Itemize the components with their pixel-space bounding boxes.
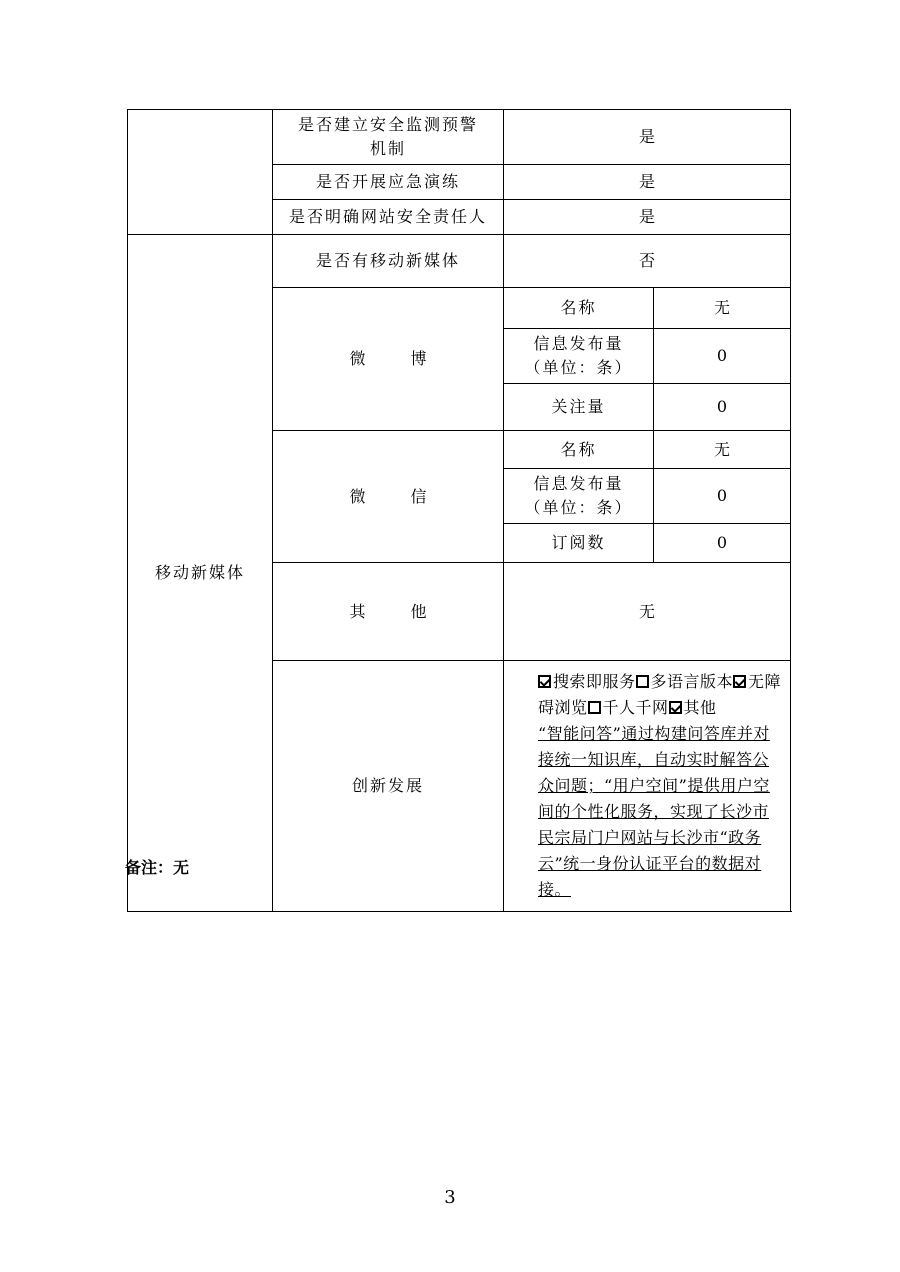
weibo-followers-label: 关注量	[504, 384, 654, 431]
other-label: 其 他	[273, 563, 504, 661]
option-personalized: 千人千网	[602, 698, 669, 717]
weibo-posts-label	[504, 329, 654, 384]
option-other: 其他	[683, 698, 717, 717]
other-value: 无	[504, 563, 791, 661]
innovation-section-label: 创新发展	[273, 661, 504, 912]
weibo-label: 微 博	[273, 288, 504, 431]
option-multilingual: 多语言版本	[650, 672, 734, 691]
wechat-subs-value: 0	[654, 524, 791, 563]
table-row	[128, 110, 791, 165]
monitoring-label	[273, 110, 504, 165]
weibo-posts-label-line2: （单位：条）	[524, 358, 633, 377]
wechat-name-value: 无	[654, 431, 791, 469]
wechat-subs-label: 订阅数	[504, 524, 654, 563]
checkbox-checked-icon[interactable]	[669, 701, 682, 714]
drill-value: 是	[504, 165, 791, 200]
wechat-name-label: 名称	[504, 431, 654, 469]
wechat-posts-label	[504, 469, 654, 524]
responsible-person-label: 是否明确网站安全责任人	[273, 200, 504, 235]
report-table	[127, 109, 791, 912]
weibo-followers-value: 0	[654, 384, 791, 431]
weibo-posts-label-line1: 信息发布量	[533, 334, 624, 353]
weibo-posts-value: 0	[654, 329, 791, 384]
weibo-name-label: 名称	[504, 288, 654, 329]
innovation-description: “智能问答”通过构建问答库并对接统一知识库，自动实时解答公众问题；“用户空间”提供用户空间的个性化服务，实现了长沙市民宗局门户网站与长沙市“政务云”统一身份认证平台的数据对接。	[538, 724, 770, 899]
has-media-value: 否	[504, 235, 791, 288]
checkbox-unchecked-icon[interactable]	[636, 675, 649, 688]
checkbox-checked-icon[interactable]	[733, 675, 746, 688]
media-section-label: 移动新媒体	[128, 235, 273, 912]
has-media-label: 是否有移动新媒体	[273, 235, 504, 288]
wechat-label: 微 信	[273, 431, 504, 563]
weibo-name-value: 无	[654, 288, 791, 329]
monitoring-label-line2: 机制	[369, 139, 406, 158]
monitoring-label-line1: 是否建立安全监测预警	[297, 115, 478, 134]
wechat-posts-label-line1: 信息发布量	[533, 474, 624, 493]
page-number: 3	[444, 1187, 456, 1208]
checkbox-unchecked-icon[interactable]	[588, 701, 601, 714]
security-section-cell	[128, 110, 273, 235]
innovation-content	[504, 661, 791, 912]
innovation-options	[538, 669, 782, 721]
option-accessibility: 无障碍浏览	[538, 672, 782, 717]
drill-label: 是否开展应急演练	[273, 165, 504, 200]
note-text: 备注：无	[125, 858, 190, 877]
wechat-posts-value: 0	[654, 469, 791, 524]
wechat-posts-label-line2: （单位：条）	[524, 498, 633, 517]
responsible-person-value: 是	[504, 200, 791, 235]
table-row	[128, 235, 791, 288]
monitoring-value: 是	[504, 110, 791, 165]
option-search-service: 搜索即服务	[553, 672, 636, 691]
checkbox-checked-icon[interactable]	[538, 675, 551, 688]
